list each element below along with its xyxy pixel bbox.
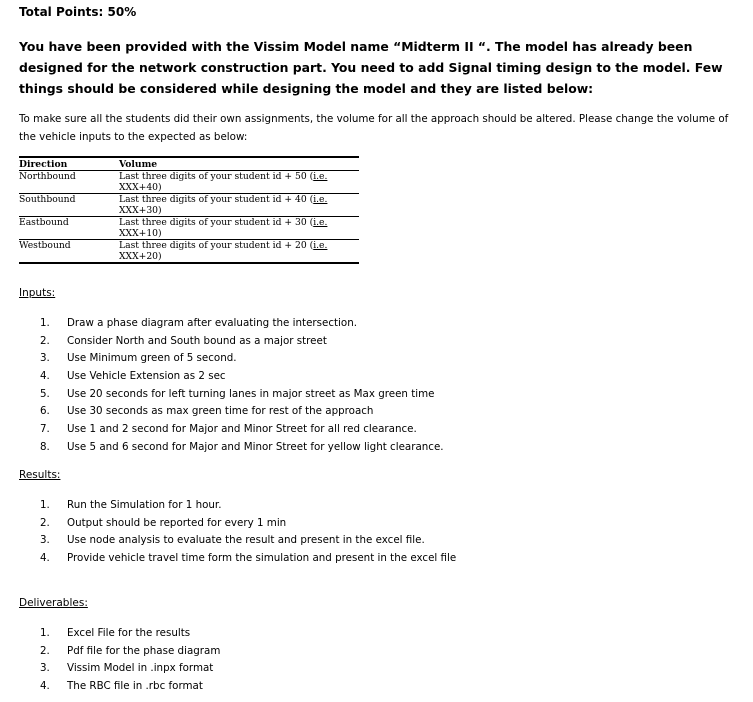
list-text: Output should be reported for every 1 min: [67, 516, 287, 529]
list-item: [40, 625, 220, 643]
list-number: 4.: [40, 370, 50, 383]
list-text: Use Vehicle Extension as 2 sec: [67, 370, 226, 383]
ie-link: i.e.: [313, 194, 328, 205]
deliverables-list: [40, 625, 220, 696]
volume-text: Last three digits of your student id + 20 (: [119, 240, 314, 251]
volume-note: To make sure all the students did their own assignments, the volume for all the approach should be altered. Please change the volume of the vehicle inputs to the expected as below:: [19, 113, 729, 143]
volume-example: XXX+20): [119, 251, 162, 262]
list-item: [40, 497, 456, 515]
list-item: [40, 421, 444, 439]
direction-cell: Westbound: [19, 240, 71, 251]
results-heading: Results:: [19, 469, 61, 481]
volume-example: XXX+40): [119, 182, 162, 193]
list-text: Pdf file for the phase diagram: [67, 644, 221, 657]
list-number: 2.: [40, 644, 50, 657]
list-text: Use 30 seconds as max green time for rest of the approach: [67, 405, 374, 418]
list-number: 4.: [40, 680, 50, 693]
intro-paragraph: You have been provided with the Vissim Model name “Midterm II “. The model has already been designed for the network construction part. You need to add Signal timing design to the model. Few things should be considered while designing the model and they are listed below:: [19, 39, 723, 96]
list-item: [40, 643, 220, 661]
volume-example: XXX+30): [119, 205, 162, 216]
table-row: [19, 217, 359, 240]
list-item: [40, 333, 444, 351]
list-text: Consider North and South bound as a major street: [67, 334, 327, 347]
table-row: [19, 171, 359, 194]
list-text: Run the Simulation for 1 hour.: [67, 499, 222, 511]
list-number: 1.: [40, 317, 50, 329]
list-item: [40, 403, 444, 421]
table-row: [19, 194, 359, 217]
direction-cell: Southbound: [19, 194, 76, 205]
volume-cell: [119, 217, 359, 240]
list-text: Draw a phase diagram after evaluating the intersection.: [67, 317, 358, 329]
list-number: 1.: [40, 627, 50, 639]
list-number: 5.: [40, 387, 50, 400]
total-points: Total Points: 50%: [19, 5, 137, 19]
list-text: Use Minimum green of 5 second.: [67, 352, 237, 365]
list-item: [40, 439, 444, 457]
volume-table: [19, 156, 359, 264]
list-text: The RBC file in .rbc format: [67, 680, 203, 693]
list-number: 4.: [40, 552, 50, 565]
list-number: 7.: [40, 423, 50, 436]
list-text: Use 20 seconds for left turning lanes in major street as Max green time: [67, 387, 435, 400]
list-number: 3.: [40, 352, 50, 365]
list-item: [40, 678, 220, 696]
volume-text: Last three digits of your student id + 50 (: [119, 171, 314, 182]
inputs-heading: Inputs:: [19, 287, 56, 299]
volume-text: Last three digits of your student id + 30 (: [119, 217, 314, 228]
ie-link: i.e.: [313, 171, 328, 182]
list-item: [40, 550, 456, 568]
list-number: 2.: [40, 516, 50, 529]
list-item: [40, 315, 444, 333]
list-number: 8.: [40, 440, 50, 453]
list-text: Excel File for the results: [67, 627, 191, 639]
list-item: [40, 515, 456, 533]
list-item: [40, 660, 220, 678]
list-number: 3.: [40, 534, 50, 547]
direction-cell: Eastbound: [19, 217, 69, 228]
list-item: [40, 386, 444, 404]
list-number: 1.: [40, 499, 50, 511]
ie-link: i.e.: [313, 217, 328, 228]
direction-cell: Northbound: [19, 171, 76, 182]
volume-cell: [119, 240, 359, 264]
list-item: [40, 532, 456, 550]
list-text: Vissim Model in .inpx format: [67, 662, 214, 675]
list-text: Use 5 and 6 second for Major and Minor Street for yellow light clearance.: [67, 440, 444, 453]
direction-header: Direction: [19, 159, 68, 170]
list-number: 2.: [40, 334, 50, 347]
list-number: 3.: [40, 662, 50, 675]
volume-table-header: [19, 157, 359, 171]
deliverables-heading: Deliverables:: [19, 597, 88, 609]
table-row: [19, 240, 359, 264]
list-text: Provide vehicle travel time form the simulation and present in the excel file: [67, 552, 457, 565]
ie-link: i.e.: [313, 240, 328, 251]
list-item: [40, 368, 444, 386]
volume-header: Volume: [119, 159, 158, 170]
volume-text: Last three digits of your student id + 40 (: [119, 194, 314, 205]
list-number: 6.: [40, 405, 50, 418]
volume-cell: [119, 194, 359, 217]
list-text: Use 1 and 2 second for Major and Minor Street for all red clearance.: [67, 423, 417, 436]
list-item: [40, 350, 444, 368]
list-text: Use node analysis to evaluate the result and present in the excel file.: [67, 534, 425, 547]
inputs-list: [40, 315, 444, 457]
volume-example: XXX+10): [119, 228, 162, 239]
results-list: [40, 497, 456, 568]
volume-cell: [119, 171, 359, 194]
